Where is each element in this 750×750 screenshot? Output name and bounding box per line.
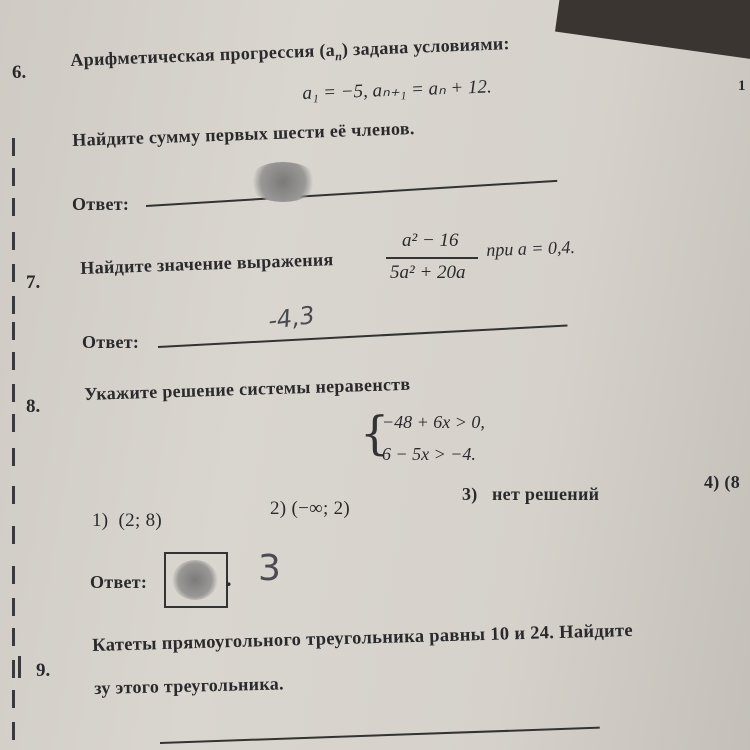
option-1[interactable] — [92, 510, 162, 532]
margin-mark — [12, 660, 15, 678]
page-shadow — [555, 0, 750, 68]
margin-mark — [12, 414, 15, 432]
problem-number: 8. — [26, 396, 41, 417]
answer-box[interactable] — [164, 552, 228, 608]
answer-label: Ответ: — [90, 572, 148, 592]
option-value: нет решений — [492, 484, 600, 504]
option-4[interactable] — [704, 472, 740, 493]
option-2[interactable] — [270, 498, 350, 520]
problem-task: Найдите сумму первых шести её членов. — [72, 118, 415, 150]
margin-mark — [12, 296, 15, 314]
margin-mark — [12, 448, 15, 466]
option-value: (2; 8) — [118, 510, 163, 531]
answer-line — [158, 325, 568, 348]
option-value: (−∞; 2) — [291, 498, 351, 519]
fraction-numerator: a² − 16 — [402, 230, 459, 251]
option-label: 1) — [92, 510, 109, 531]
crossed-out-answer — [172, 560, 218, 600]
handwritten-answer: -4,3 — [266, 300, 317, 336]
inequality-2: 6 − 5x > −4. — [382, 444, 476, 464]
margin-mark — [12, 598, 15, 616]
progression-condition: a₁ = −5, aₙ₊₁ = aₙ + 12. — [302, 76, 493, 104]
margin-mark — [12, 264, 15, 282]
margin-mark — [12, 690, 15, 708]
margin-mark — [12, 352, 15, 370]
fraction-expression — [386, 230, 478, 288]
answer-label: Ответ: — [72, 194, 130, 214]
statement-text: Арифметическая прогрессия (a — [70, 39, 336, 70]
fraction-denominator: 5a² + 20a — [390, 262, 466, 283]
option-label: 3) — [462, 484, 478, 504]
margin-mark — [12, 526, 15, 544]
problem-statement — [70, 33, 510, 74]
margin-mark — [12, 168, 15, 186]
system-brace: { — [360, 406, 390, 460]
dot-separator: . — [226, 566, 232, 591]
answer-line — [146, 180, 557, 207]
crossed-out-answer — [248, 162, 318, 202]
option-value: (8 — [724, 472, 741, 492]
option-label: 2) — [270, 498, 287, 519]
option-label: 4) — [704, 472, 720, 492]
value-condition: при a = 0,4. — [486, 236, 576, 260]
margin-mark — [12, 628, 15, 646]
answer-line — [160, 727, 600, 744]
option-3[interactable] — [462, 484, 599, 505]
margin-mark — [12, 138, 15, 156]
margin-mark — [12, 232, 15, 250]
handwritten-answer: 3 — [258, 548, 281, 589]
problem-statement-continued: зу этого треугольника. — [94, 673, 285, 698]
margin-mark — [12, 722, 15, 740]
inequality-1: −48 + 6x > 0, — [382, 412, 485, 432]
statement-text-end: ) задана условиями: — [341, 33, 511, 60]
problem-statement: Укажите решение системы неравенств — [84, 373, 411, 404]
margin-page-number: 1 — [738, 78, 746, 94]
answer-label: Ответ: — [82, 332, 140, 352]
margin-mark — [12, 486, 15, 504]
problem-number: 7. — [26, 272, 41, 293]
margin-mark — [18, 656, 21, 678]
margin-mark — [12, 322, 15, 340]
problem-statement: Катеты прямоугольного треугольника равны 10 и 24. Найдите — [92, 620, 634, 656]
problem-number: 6. — [12, 62, 27, 83]
fraction-bar — [386, 257, 478, 259]
margin-mark — [12, 566, 15, 584]
problem-number: 9. — [36, 660, 51, 681]
problem-statement: Найдите значение выражения — [80, 249, 334, 278]
subscript-n: n — [334, 49, 343, 64]
margin-mark — [12, 198, 15, 216]
margin-mark — [12, 384, 15, 402]
